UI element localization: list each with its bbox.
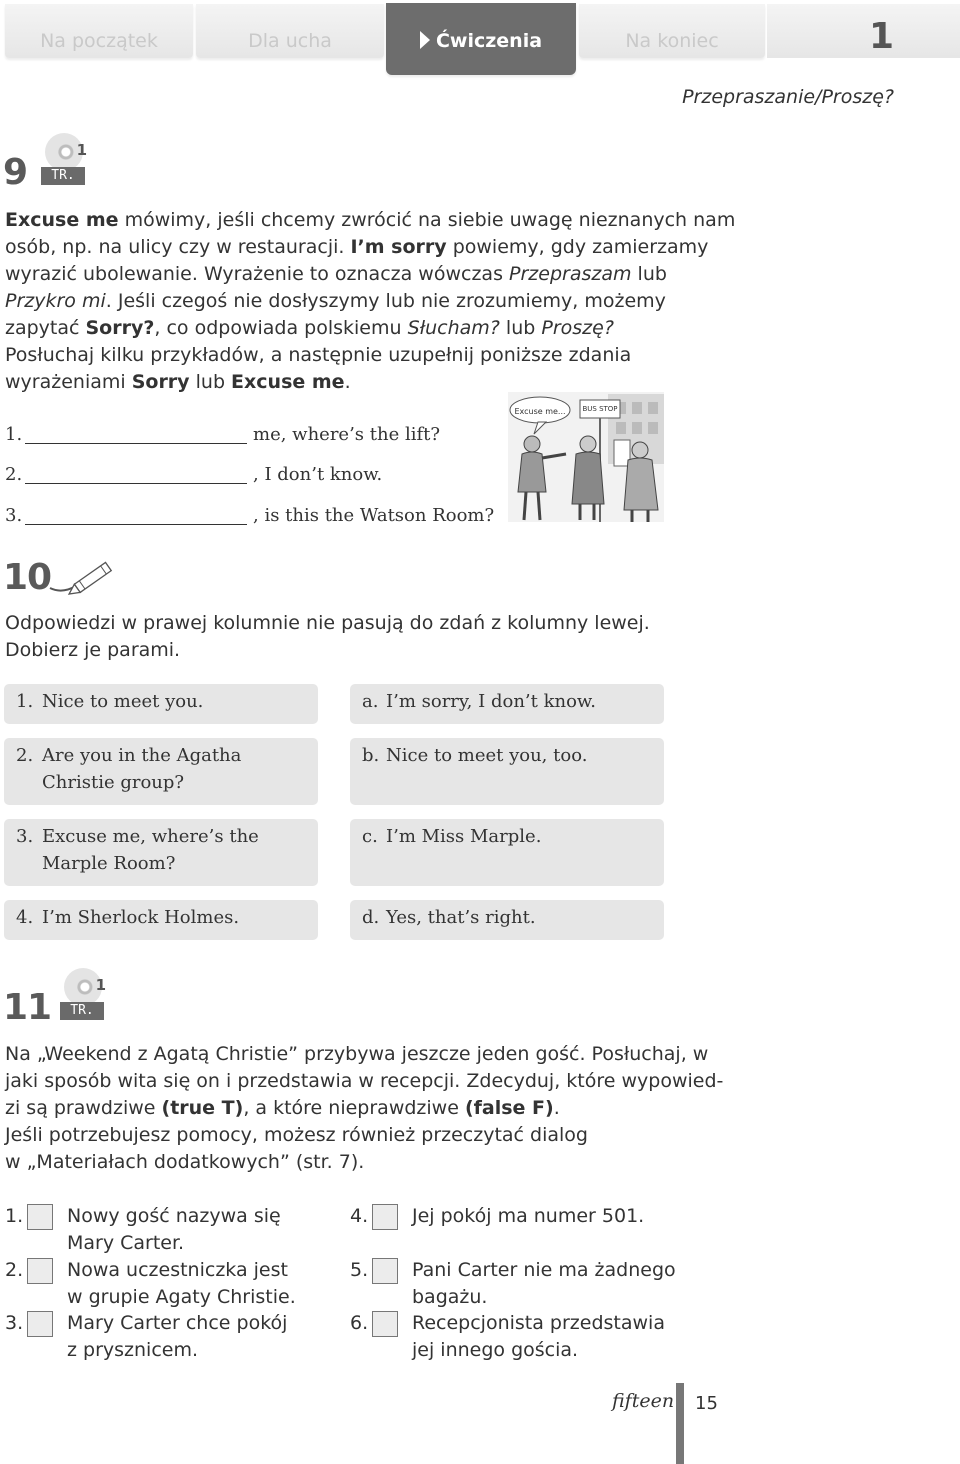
- answer-checkbox[interactable]: [27, 1204, 53, 1230]
- item-number: 4.: [16, 907, 34, 928]
- line: Recepcjonista przedstawia: [412, 1312, 665, 1334]
- answer-blank[interactable]: [25, 524, 247, 525]
- item-number: 3.: [5, 505, 23, 526]
- tab-na-poczatek[interactable]: Na początek: [5, 4, 193, 58]
- exercise-9-instructions: [5, 207, 735, 396]
- item-number: 5.: [350, 1259, 369, 1281]
- answer-checkbox[interactable]: [372, 1204, 398, 1230]
- item-text: me, where’s the lift?: [253, 424, 441, 445]
- item-number: 1.: [5, 1205, 24, 1227]
- pencil-icon: [48, 558, 118, 598]
- line: Nowy gość nazywa się: [67, 1205, 281, 1227]
- text: mówimy, jeśli chcemy zwrócić na siebie uwagę nieznanych nam: [118, 209, 736, 231]
- item-number: 3.: [5, 1312, 24, 1334]
- match-left-3[interactable]: [4, 819, 318, 886]
- answer-blank[interactable]: [25, 483, 247, 484]
- term-prosze: Proszę?: [541, 317, 614, 339]
- item-text: , is this the Watson Room?: [253, 505, 495, 526]
- section-title: Przepraszanie/Proszę?: [682, 86, 894, 108]
- answer-checkbox[interactable]: [372, 1258, 398, 1284]
- item-number: 1.: [5, 424, 23, 445]
- line: bagażu.: [412, 1286, 488, 1308]
- answer-checkbox[interactable]: [27, 1311, 53, 1337]
- text: Jeśli potrzebujesz pomocy, możesz również przeczytać dialog: [5, 1124, 588, 1146]
- item-letter: a.: [362, 691, 379, 712]
- item-text: [412, 1203, 644, 1230]
- tab-cwiczenia-label: Ćwiczenia: [435, 30, 543, 52]
- text: .: [344, 371, 351, 393]
- match-right-d[interactable]: [350, 900, 664, 940]
- term-przepraszam: Przepraszam: [509, 263, 632, 285]
- item-text: [67, 1203, 281, 1257]
- tf-item-5: [350, 1257, 680, 1311]
- text: zapytać: [5, 317, 86, 339]
- item-letter: c.: [362, 826, 378, 847]
- text: Posłuchaj kilku przykładów, a następnie uzupełnij poniższe zdania: [5, 344, 632, 366]
- item-letter: b.: [362, 745, 380, 766]
- tf-item-6: [350, 1310, 680, 1364]
- text: , co odpowiada polskiemu: [154, 317, 408, 339]
- text: osób, np. na ulicy czy w restauracji.: [5, 236, 351, 258]
- text: lub: [499, 317, 542, 339]
- line: Mary Carter.: [67, 1232, 185, 1254]
- item-number: 1.: [16, 691, 34, 712]
- item-number: 6.: [350, 1312, 369, 1334]
- item-text: Are you in the Agatha Christie group?: [42, 745, 242, 793]
- text: . Jeśli czegoś nie dosłyszymy lub nie zrozumiemy, możemy: [105, 290, 666, 312]
- line: z prysznicem.: [67, 1339, 199, 1361]
- play-triangle-icon: [420, 31, 430, 49]
- line: Nowa uczestniczka jest: [67, 1259, 288, 1281]
- text: .: [553, 1097, 560, 1119]
- exercise-11-instructions: [5, 1041, 723, 1176]
- match-left-1[interactable]: [4, 684, 318, 724]
- text: powiemy, gdy zamierzamy: [446, 236, 709, 258]
- page-number-word: fifteen: [612, 1390, 675, 1412]
- term-true: (true T): [161, 1097, 244, 1119]
- tf-item-3: [5, 1310, 335, 1364]
- item-text: [412, 1257, 676, 1311]
- speech-bubble-text: Excuse me...: [514, 407, 566, 416]
- item-text: I’m Miss Marple.: [386, 826, 542, 847]
- item-text: Nice to meet you.: [42, 691, 204, 712]
- item-text: , I don’t know.: [253, 464, 383, 485]
- line: Pani Carter nie ma żadnego: [412, 1259, 676, 1281]
- tf-item-2: [5, 1257, 335, 1311]
- exercise-10-instructions: [5, 610, 650, 664]
- bus-stop-sign-text: BUS STOP: [582, 405, 618, 413]
- item-text: Yes, that’s right.: [386, 907, 536, 928]
- match-left-4[interactable]: [4, 900, 318, 940]
- match-right-b[interactable]: [350, 738, 664, 805]
- item-number: 4.: [350, 1205, 369, 1227]
- tab-cwiczenia[interactable]: [386, 3, 576, 75]
- match-right-a[interactable]: [350, 684, 664, 724]
- text: wyrażeniami: [5, 371, 132, 393]
- cd-disc-number: 1: [95, 976, 106, 994]
- item-text: Excuse me, where’s the Marple Room?: [42, 826, 259, 874]
- term-excuse-me: Excuse me: [231, 371, 345, 393]
- exercise-9-number: 9: [3, 152, 28, 193]
- text: Na „Weekend z Agatą Christie” przybywa jeszcze jeden gość. Posłuchaj, w: [5, 1043, 709, 1065]
- text: jaki sposób wita się on i przedstawia w recepcji. Zdecyduj, które wypowied-: [5, 1070, 724, 1092]
- text: Odpowiedzi w prawej kolumnie nie pasują do zdań z kolumny lewej.: [5, 612, 650, 634]
- term-excuse-me: Excuse me: [5, 209, 119, 231]
- chapter-nav: [0, 0, 960, 80]
- item-number: 2.: [5, 1259, 24, 1281]
- text: Dobierz je parami.: [5, 639, 181, 661]
- exercise-11-number: 11: [3, 987, 52, 1028]
- bus-stop-illustration: [508, 392, 664, 522]
- term-im-sorry: I’m sorry: [350, 236, 447, 258]
- text: lub: [631, 263, 667, 285]
- track-label: TR. 07: [60, 1002, 104, 1020]
- cd-disc-number: 1: [76, 141, 87, 159]
- unit-number: 1: [767, 4, 960, 58]
- item-text: [67, 1257, 296, 1311]
- page-number: 15: [695, 1393, 718, 1414]
- item-number: 2.: [16, 745, 34, 766]
- item-letter: d.: [362, 907, 380, 928]
- term-false: (false F): [464, 1097, 554, 1119]
- item-text: I’m sorry, I don’t know.: [386, 691, 596, 712]
- text: , a które nieprawdziwe: [243, 1097, 465, 1119]
- item-text: [412, 1310, 665, 1364]
- term-przykro-mi: Przykro mi: [5, 290, 106, 312]
- item-text: Nice to meet you, too.: [386, 745, 588, 766]
- answer-checkbox[interactable]: [27, 1258, 53, 1284]
- line: Jej pokój ma numer 501.: [412, 1205, 645, 1227]
- line: Mary Carter chce pokój: [67, 1312, 288, 1334]
- text: w „Materiałach dodatkowych” (str. 7).: [5, 1151, 365, 1173]
- item-text: [67, 1310, 287, 1364]
- match-right-c[interactable]: [350, 819, 664, 886]
- tf-item-1: [5, 1203, 335, 1257]
- term-sorry: Sorry: [131, 371, 190, 393]
- answer-blank[interactable]: [25, 443, 247, 444]
- tf-item-4: [350, 1203, 680, 1257]
- text: wyrazić ubolewanie. Wyrażenie to oznacza wówczas: [5, 263, 510, 285]
- cd-track-badge[interactable]: [60, 968, 106, 1036]
- term-sorry: Sorry?: [85, 317, 155, 339]
- exercise-10-number: 10: [3, 557, 52, 598]
- term-slucham: Słucham?: [407, 317, 500, 339]
- item-text: I’m Sherlock Holmes.: [42, 907, 240, 928]
- footer-divider: [676, 1383, 684, 1464]
- text: zi są prawdziwe: [5, 1097, 162, 1119]
- line: jej innego gościa.: [412, 1339, 579, 1361]
- item-number: 3.: [16, 826, 34, 847]
- line: w grupie Agaty Christie.: [67, 1286, 296, 1308]
- text: lub: [189, 371, 232, 393]
- match-left-2[interactable]: [4, 738, 318, 805]
- item-number: 2.: [5, 464, 23, 485]
- answer-checkbox[interactable]: [372, 1311, 398, 1337]
- tab-dla-ucha[interactable]: Dla ucha: [196, 4, 384, 58]
- track-label: TR. 06: [41, 167, 85, 185]
- tab-na-koniec[interactable]: Na koniec: [579, 4, 765, 58]
- cd-track-badge[interactable]: [41, 133, 87, 201]
